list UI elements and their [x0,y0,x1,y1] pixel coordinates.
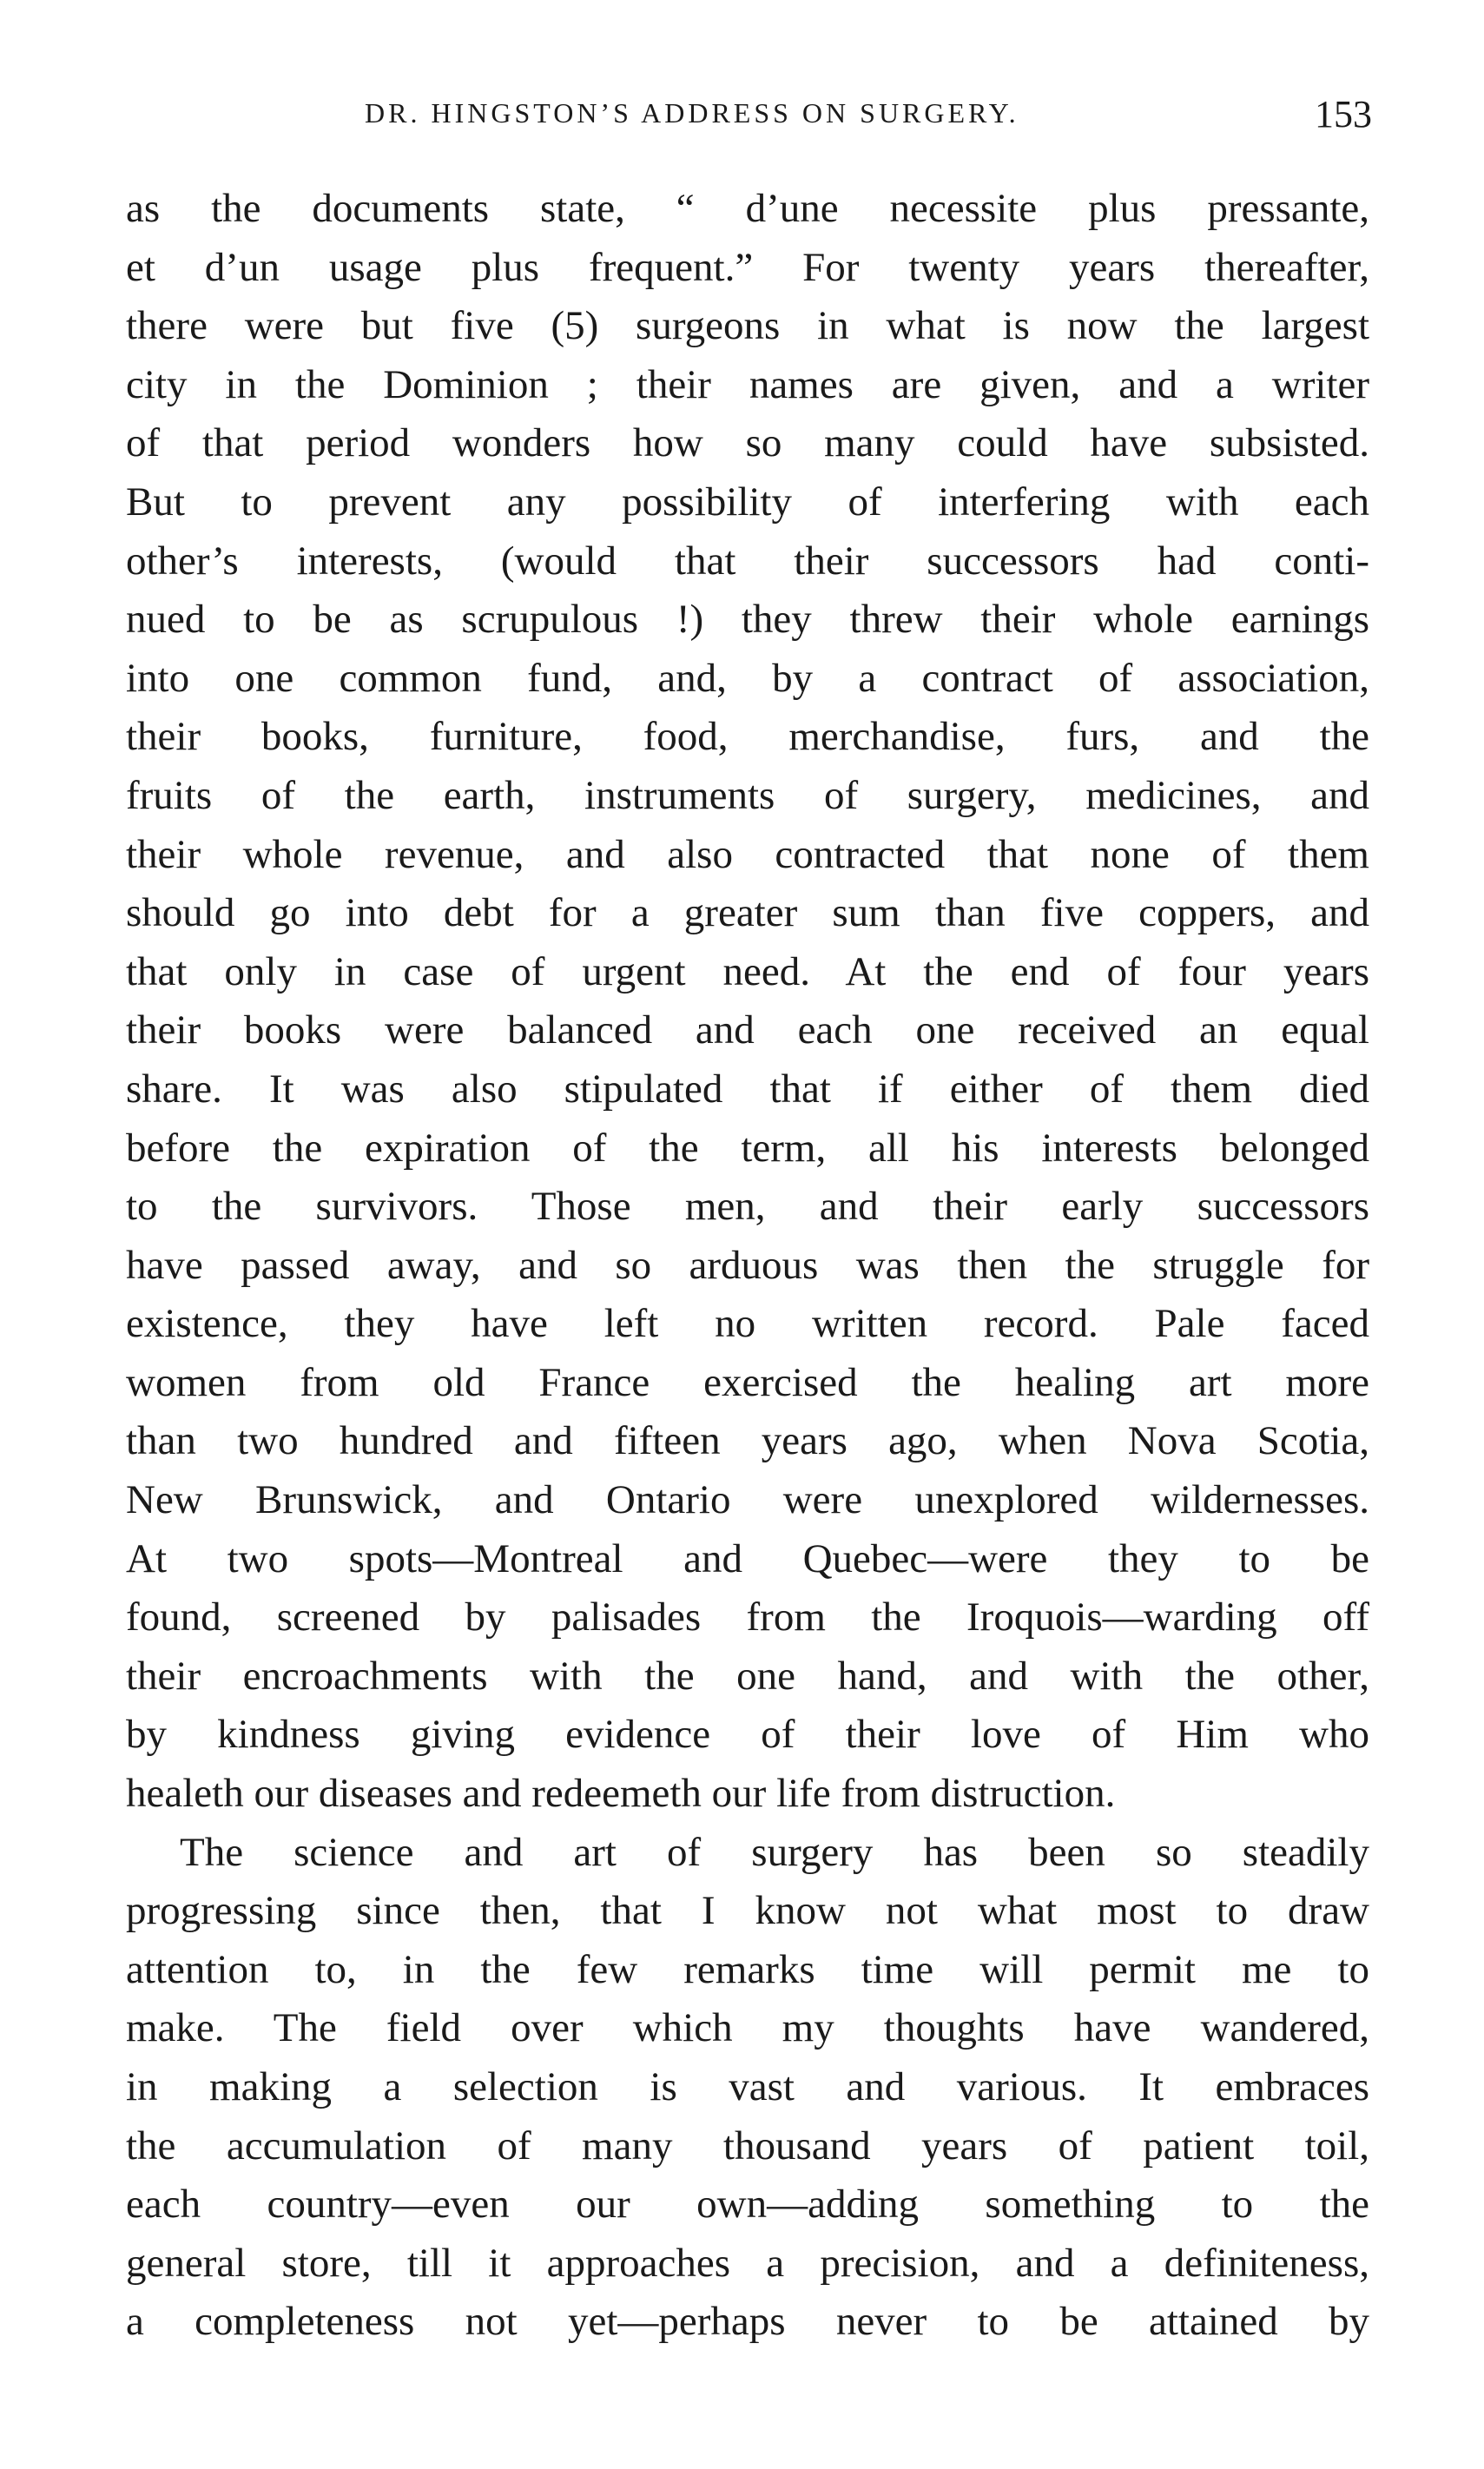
text-line: there were but five (5) surgeons in what is now the largest [126,303,1369,349]
text-line: than two hundred and fifteen years ago, when Nova Scotia, [126,1418,1369,1464]
text-line: share. It was also stipulated that if either of them died [126,1066,1369,1112]
text-line: city in the Dominion ; their names are given, and a writer [126,361,1369,407]
text-line: that only in case of urgent need. At the end of four years [126,948,1369,994]
text-line: make. The field over which my thoughts have wandered, [126,2005,1369,2051]
paragraph [126,1824,1369,2352]
text-line: fruits of the earth, instruments of surgery, medicines, and [126,772,1369,818]
text-line: have passed away, and so arduous was then the struggle for [126,1242,1369,1288]
text-line: their books were balanced and each one received an equal [126,1007,1369,1053]
running-header [365,93,1372,149]
text-line: found, screened by palisades from the Iroquois—warding off [126,1594,1369,1640]
text-line: existence, they have left no written record. Pale faced [126,1301,1369,1347]
text-line: attention to, in the few remarks time will permit me to [126,1946,1369,1992]
body-text [126,180,1369,2352]
text-line: in making a selection is vast and various. It embraces [126,2064,1369,2109]
text-line: by kindness giving evidence of their love of Him who [126,1712,1369,1758]
text-line: et d’un usage plus frequent.” For twenty years thereafter, [126,244,1369,290]
text-line: the accumulation of many thousand years of patient toil, [126,2122,1369,2169]
text-line: as the documents state, “ d’une necessite plus pressante, [126,186,1369,231]
text-line: women from old France exercised the healing art more [126,1359,1369,1405]
text-line: their whole revenue, and also contracted that none of them [126,831,1369,877]
text-line: each country—even our own—adding something to the [126,2182,1369,2228]
text-line: The science and art of surgery has been so steadily [180,1829,1369,1875]
text-line: other’s interests, (would that their successors had conti- [126,538,1369,584]
text-line: progressing since then, that I know not what most to draw [126,1888,1369,1934]
text-line: general store, till it approaches a precision, and a definiteness, [126,2240,1369,2286]
text-line: At two spots—Montreal and Quebec—were they to be [126,1535,1369,1581]
text-line: their books, furniture, food, merchandise, furs, and the [126,714,1369,760]
text-line: to the survivors. Those men, and their early successors [126,1184,1369,1230]
text-line: healeth our diseases and redeemeth our life from distruction. [126,1771,1116,1817]
text-line: into one common fund, and, by a contract of association, [126,655,1369,701]
text-line: a completeness not yet—perhaps never to be attained by [126,2299,1369,2345]
text-line: But to prevent any possibility of interfering with each [126,479,1369,525]
text-line: before the expiration of the term, all his interests belonged [126,1125,1369,1171]
paragraph [126,180,1369,1824]
text-line: of that period wonders how so many could have subsisted. [126,420,1369,466]
running-title: DR. HINGSTON’S ADDRESS ON SURGERY. [365,97,1019,129]
text-line: should go into debt for a greater sum than five coppers, and [126,890,1369,936]
text-line: their encroachments with the one hand, and with the other, [126,1653,1369,1699]
text-line: nued to be as scrupulous !) they threw their whole earnings [126,597,1369,643]
page-number: 153 [1315,93,1372,135]
text-line: New Brunswick, and Ontario were unexplored wildernesses. [126,1477,1369,1523]
